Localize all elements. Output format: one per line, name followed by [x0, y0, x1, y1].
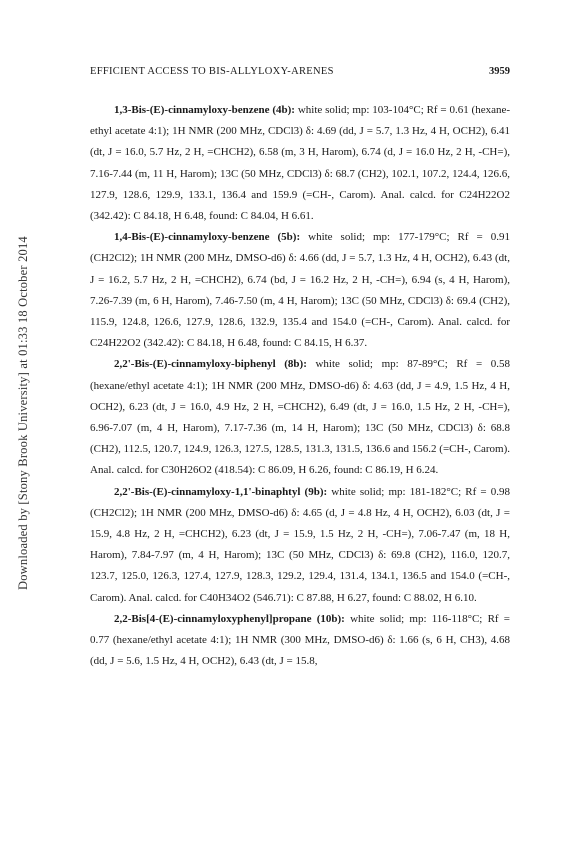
compound-name: 1,4-Bis-(E)-cinnamyloxy-benzene (5b): — [114, 231, 301, 244]
article-body — [90, 100, 510, 672]
compound-entry — [90, 354, 510, 481]
running-title: EFFICIENT ACCESS TO BIS-ALLYLOXY-ARENES — [90, 66, 334, 77]
compound-data: white solid; mp: 103-104°C; Rf = 0.61 (hexane-ethyl acetate 4:1); 1H NMR (200 MHz, CDCl3) δ: 4.69 (dd, J = 5.7, 1.3 Hz, 4 H, OCH2), 6.41 (dt, J = 16.0, 5.7 Hz, 2 H, =CHCH2), 6.58 (m, 3 H, Harom), 6.74 (d, J = 16.0 Hz, 2 H, -CH=), 7.16-7.44 (m, 11 H, Harom); 13C (50 MHz, CDCl3) δ: 68.7 (CH2), 102.1, 107.2, 124.4, 126.6, 127.9, 128.6, 129.9, 133.1, 136.4 and 159.9 (=CH-, Carom). Anal. calcd. for C24H22O2 (342.42): C 84.18, H 6.48, found: C 84.04, H 6.61. — [90, 104, 511, 223]
compound-data: white solid; mp: 87-89°C; Rf = 0.58 (hexane/ethyl acetate 4:1); 1H NMR (200 MHz, DMSO-d6) δ: 4.63 (dd, J = 4.9, 1.5 Hz, 4 H, OCH2), 6.23 (dt, J = 16.0, 4.9 Hz, 2 H, =CHCH2), 6.49 (dt, J = 16.0, 1.5 Hz, 2 H, -CH=), 6.96-7.07 (m, 4 H, Harom), 7.17-7.36 (m, 14 H, Harom); 13C (50 MHz, CDCl3) δ: 68.8 (CH2), 112.5, 120.7, 124.9, 126.3, 127.5, 128.5, 131.3, 131.5, 136.6 and 156.2 (=CH-, Carom). Anal. calcd. for C30H26O2 (418.54): C 86.09, H 6.26, found: C 86.19, H 6.24. — [90, 358, 511, 477]
page-number: 3959 — [489, 66, 510, 77]
compound-name: 2,2-Bis[4-(E)-cinnamyloxyphenyl]propane (10b): — [114, 612, 345, 625]
compound-entry — [90, 227, 510, 354]
compound-data: white solid; mp: 181-182°C; Rf = 0.98 (CH2Cl2); 1H NMR (200 MHz, DMSO-d6) δ: 4.65 (d, J = 4.8 Hz, 4 H, OCH2), 6.03 (dt, J = 15.9, 4.8 Hz, 2 H, =CHCH2), 6.23 (dt, J = 15.9, 1.5 Hz, 2 H, -CH=), 7.06-7.47 (m, 18 H, Harom), 7.84-7.97 (m, 4 H, Harom); 13C (50 MHz, CDCl3) δ: 69.8 (CH2), 116.0, 120.7, 123.7, 125.0, 126.3, 127.4, 127.9, 128.3, 129.2, 129.4, 131.4, 134.1, 136.5 and 154.0 (=CH-, Carom). Anal. calcd. for C40H34O2 (546.71): C 87.88, H 6.27, found: C 88.02, H 6.10. — [90, 485, 511, 604]
compound-name: 1,3-Bis-(E)-cinnamyloxy-benzene (4b): — [114, 104, 295, 116]
compound-name: 2,2'-Bis-(E)-cinnamyloxy-1,1'-binaphtyl (9b): — [114, 485, 328, 498]
compound-entry — [90, 609, 510, 673]
compound-name: 2,2'-Bis-(E)-cinnamyloxy-biphenyl (8b): — [114, 358, 307, 371]
compound-data: white solid; mp: 116-118°C; Rf = 0.77 (hexane/ethyl acetate 4:1); 1H NMR (300 MHz, DMSO-d6) δ: 1.66 (s, 6 H, CH3), 4.68 (dd, J = 5.6, 1.5 Hz, 4 H, OCH2), 6.43 (dt, J = 15.8, — [90, 612, 510, 668]
compound-entry — [90, 482, 510, 609]
download-watermark: Downloaded by [Stony Brook University] at 01:33 18 October 2014 — [16, 236, 30, 590]
compound-entry — [90, 100, 510, 227]
page-header — [90, 66, 510, 82]
compound-data: white solid; mp: 177-179°C; Rf = 0.91 (CH2Cl2); 1H NMR (200 MHz, DMSO-d6) δ: 4.66 (dd, J = 5.7, 1.3 Hz, 4 H, OCH2), 6.43 (dt, J = 16.2, 5.7 Hz, 2 H, =CHCH2), 6.74 (bd, J = 16.2 Hz, 2 H, -CH=), 6.94 (s, 4 H, Harom), 7.26-7.39 (m, 6 H, Harom), 7.46-7.50 (m, 4 H, Harom); 13C (50 MHz, CDCl3) δ: 69.4 (CH2), 115.9, 124.8, 126.6, 127.9, 128.6, 132.9, 135.4 and 154.0 (=CH-, Carom). Anal. calcd. for C24H22O2 (342.42): C 84.18, H 6.48, found: C 84.15, H 6.37. — [90, 231, 510, 350]
